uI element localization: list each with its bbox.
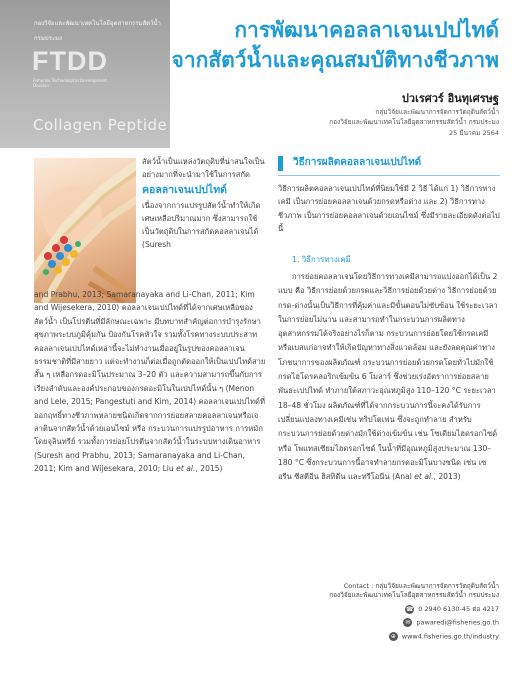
email-icon: ✉: [405, 619, 411, 626]
intro-text-block: [142, 155, 266, 252]
left-body-end: , 2015): [195, 464, 223, 474]
intro-paragraph-2: เนื่องจากการแปรรูปสัตว์น้ำทำให้เกิดเศษเหลือปริมาณมาก ซึ่งสามารถใช้เป็นวัตถุดิบในการสกัดคอลลาเจนได้ (Suresh: [142, 200, 261, 250]
chemical-method-text: การย่อยคอลลาเจนโดยวิธีการทางเคมีสามารถแบ่งออกได้เป็น 2 แบบ คือ วิธีการย่อยด้วยกรดและวิธีการย่อยด้วยด่าง วิธีการย่อยด้วยกรด-ด่างนั้นเป็นวิธีการที่คุ้มค่าและมีขั้นตอนไม่ซับซ้อน ใช้ระยะเวลาในการย่อยไม่นาน และสามารถทำในกระบวนการผลิตทางอุตสาหกรรมได้จริงอย่างไรก็ตาม กระบวนการย่อยโดยใช้กรดเคมีหรือเบสแก่อาจทำให้เกิดปัญหาทางสิ่งแวดล้อม และยังลดคุณค่าทางโภชนาการของผลิตภัณฑ์ กระบวนการย่อยด้วยกรดโดยทั่วไปมักใช้กรดไฮโดรคลอริกเข้มข้น 6 โมลาร์ ซึ่งช่วยเร่งอัตราการย่อยสลายพันธะเปปไทด์ ทำภายใต้สภาวะอุณหภูมิสูง 110–120 °C ระยะเวลา 18–48 ชั่วโมง ผลิตภัณฑ์ที่ได้จากกระบวนการนี้จะคงได้รับการเปลี่ยนแปลงทางเคมีเช่น ทริปโตเฟน ซึ่งจะถูกทำลาย สำหรับกระบวนการย่อยด้วยด่างมักใช้ด่างเข้มข้น เช่น โซเดียมไฮดรอกไซด์ หรือ โพแทสเซียมไฮดรอกไซด์ ในน้ำที่มีอุณหภูมิสูงประมาณ 130–180 °C ซึ่งกระบวนการนี้อาจทำลายกรดอะมิโนบางชนิด เช่น เซอรีน ซีสตีอีน ฮิสทิดีน และทรีโอนีน (Anal: [278, 272, 498, 482]
email-row: [403, 618, 499, 627]
department-sub: กรมประมง: [34, 35, 62, 42]
left-body-text: and Prabhu, 2013; Samaranayaka and Li-Chan, 2011; Kim and Wijesekera, 2010) คอลลาเจนเปปไทด์ที่ได้จากเศษเหลือของสัตว์น้ำ เป็นโปรตีนที่มีลักษณะเฉพาะ มีบทบาทสำคัญต่อการบำรุงรักษาสุขภาพระบบภูมิคุ้มกัน ป้องกันโรคหัวใจ รวมทั้งโรคทางระบบประสาท คอลลาเจนเปปไทด์เหล่านี้จะไม่ทำงานเมื่ออยู่ในรูปของคอลลาเจนธรรมชาติที่มีสายยาว แต่จะทำงานก็ต่อเมื่อถูกตัดออกให้เป็นเปปไทด์สายสั้น ๆ เหลือกรดอะมิโนประมาณ 3–20 ตัว และความสามารถขึ้นกับการเรียงลำดับและองค์ประกอบของกรดอะมิโนในเปปไทด์นั้น ๆ (Menon and Lele, 2015; Pangestuti and Kim, 2014) คอลลาเจนเปปไทด์ที่ออกฤทธิ์ทางชีวภาพหลายชนิดเกิดจากการย่อยสลายคอลลาเจนหรือเจลาตินจากสัตว์น้ำด้วยเอนไซม์ หรือ กระบวนการแปรรูปอาหาร การหมักโดยจุลินทรีย์ รวมทั้งการย่อยโปรตีนจากสัตว์น้ำในระบบทางเดินอาหาร (Suresh and Prabhu, 2013; Samaranayaka and Li-Chan, 2011; Kim and Wijesekara, 2010; Liu: [34, 290, 266, 474]
page-title-line2: จากสัตว์น้ำและคุณสมบัติทางชีวภาพ: [171, 48, 499, 72]
section-title: วิธีการผลิตคอลลาเจนเปปไทด์: [293, 157, 422, 168]
email-link[interactable]: pawaredi@fisheries.go.th: [416, 618, 499, 627]
collagen-illustration: [34, 158, 136, 303]
section-marker: [278, 156, 283, 171]
ftdd-logo: FTDD: [32, 46, 108, 76]
web-row: [389, 632, 499, 641]
left-body-etal: et al.: [176, 464, 196, 474]
footer-contact: [329, 582, 499, 600]
subsection-heading: 1. วิธีการทางเคมี: [292, 255, 351, 264]
publish-date: 25 มีนาคม 2564: [449, 129, 499, 137]
affiliation-line2: กองวิจัยและพัฒนาเทคโนโลยีอุตสาหกรรมสัตว์น้ำ กรมประมง: [329, 118, 499, 126]
chemical-method-paragraph: [278, 270, 500, 484]
web-icon: ⊕: [390, 633, 396, 640]
intro-paragraph: สัตว์น้ำเป็นแหล่งวัตถุดิบที่น่าสนใจเป็นอย่างมากที่จะนำมาใช้ในการสกัด: [142, 157, 265, 180]
contact-line1: Contact : กลุ่มวิจัยและพัฒนาการจัดการวัตถุดิบสัตว์น้ำ: [343, 582, 499, 590]
section-divider: [278, 175, 500, 176]
series-label: Collagen Peptide: [33, 116, 168, 134]
affiliation-line1: กลุ่มวิจัยและพัฒนาการจัดการวัตถุดิบสัตว์น้ำ: [375, 108, 499, 116]
highlight-term: คอลลาเจนเปปไทด์: [142, 183, 227, 196]
contact-line2: กองวิจัยและพัฒนาเทคโนโลยีอุตสาหกรรมสัตว์น้ำ กรมประมง: [329, 591, 499, 599]
chemical-method-etal: et al.: [414, 472, 434, 482]
department-thai: กองวิจัยและพัฒนาเทคโนโลยีอุตสาหกรรมสัตว์น้ำ: [34, 20, 161, 27]
left-body-paragraph: [34, 288, 266, 476]
phone-number: 0 2940 6130-45 ต่อ 4217: [418, 605, 499, 613]
website-link[interactable]: www4.fisheries.go.th/industry: [401, 632, 499, 641]
phone-icon: ☎: [405, 605, 414, 613]
chemical-method-end: , 2013): [433, 472, 461, 482]
page-title-line1: การพัฒนาคอลลาเจนเปปไทด์: [234, 18, 499, 42]
phone-row: [405, 604, 499, 614]
section-intro-paragraph: วิธีการผลิตคอลลาเจนเปปไทด์ที่นิยมใช้มี 2 วิธี ได้แก่ 1) วิธีการทางเคมี เป็นการย่อยคอลลาเจนด้วยกรดหรือด่าง และ 2) วิธีการทางชีวภาพ เป็นการย่อยคอลลาเจนด้วยเอนไซม์ ซึ่งมีรายละเอียดดังต่อไปนี้: [278, 184, 500, 234]
author-name: ปวเรศวร์ อินทุเศรษฐ: [401, 92, 499, 105]
logo-subtitle: Fisheries Technological Development Division: [33, 78, 107, 88]
header-panel: [0, 0, 170, 148]
